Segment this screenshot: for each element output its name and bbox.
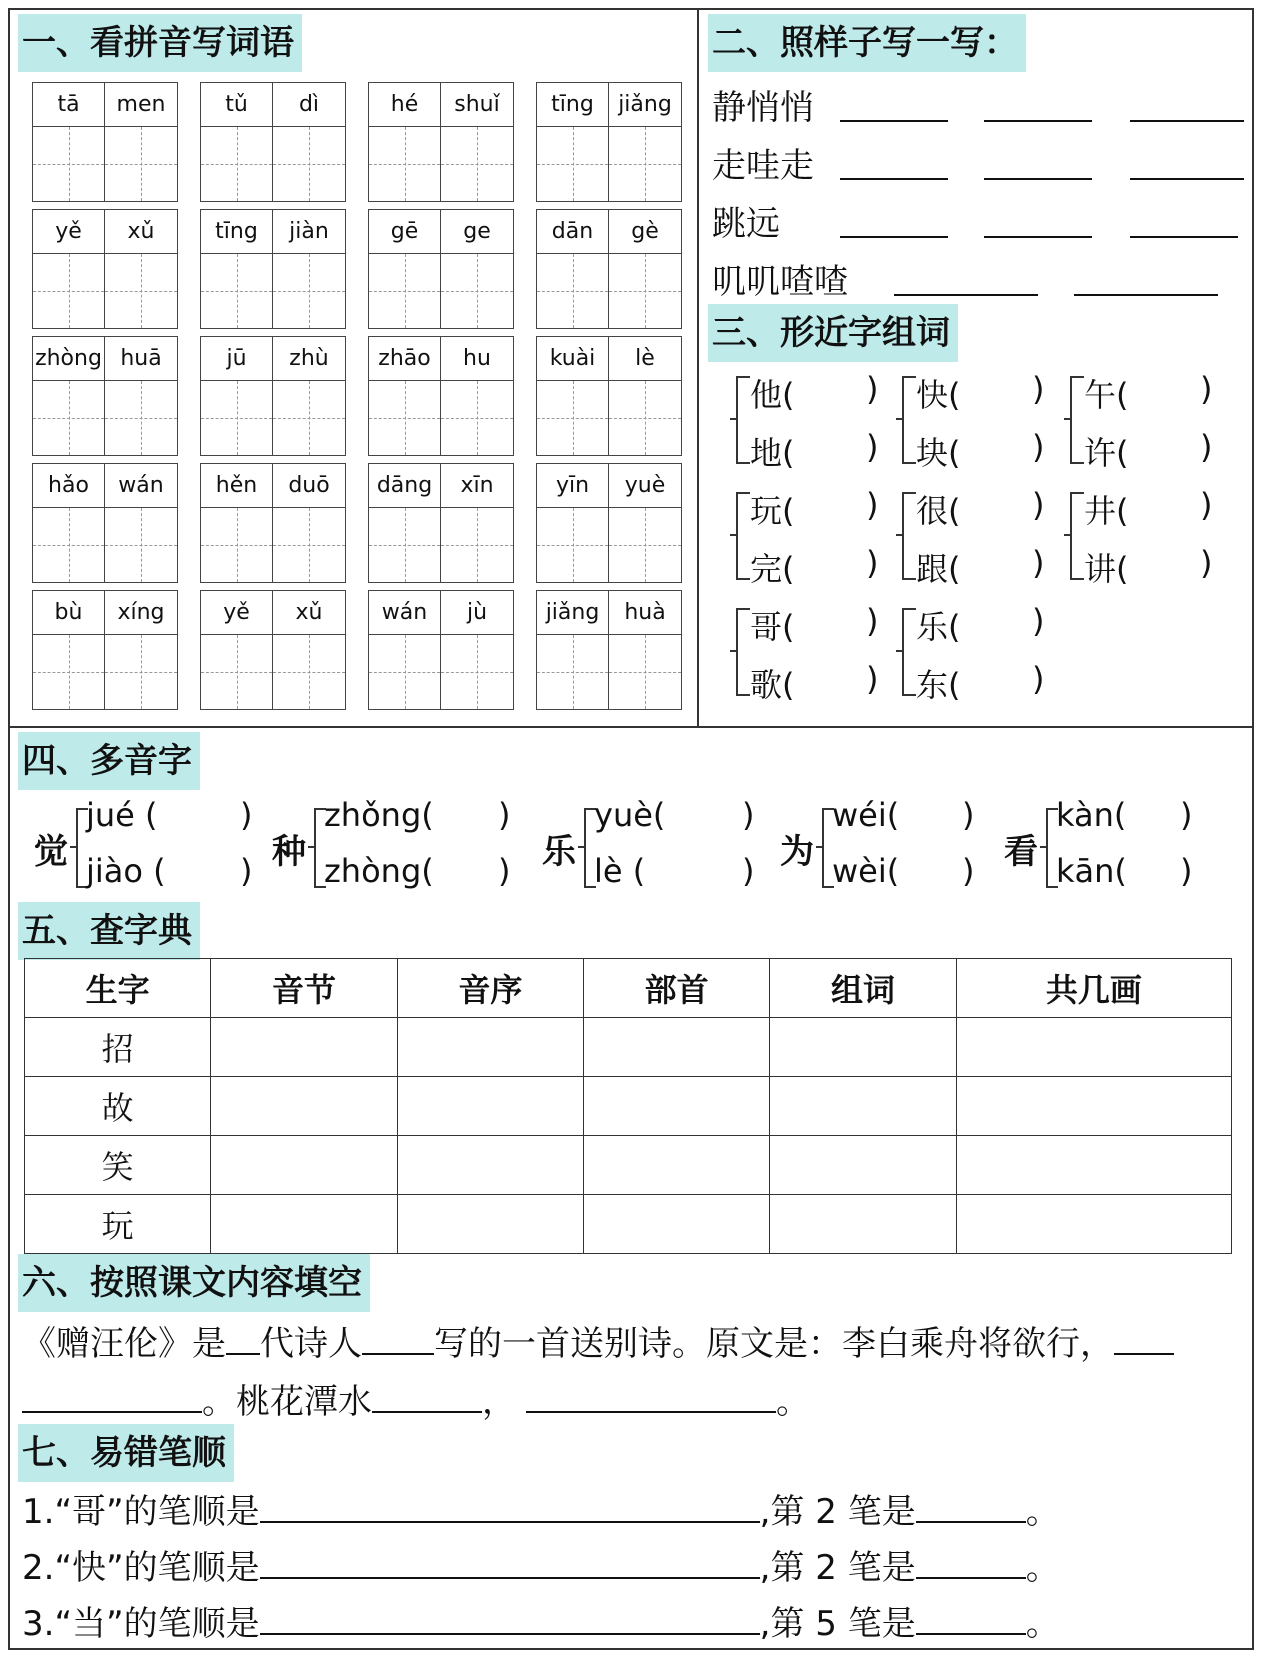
close-paren: ) [1180,796,1193,834]
pinyin-label: duō [273,464,345,508]
answer-cell[interactable] [397,1136,583,1195]
answer-cell[interactable] [211,1195,397,1254]
char-cell: 故 [25,1077,211,1136]
polyphone-char: 乐 [542,832,576,872]
pinyin-label: tǔ [201,83,273,127]
writing-cell[interactable] [609,127,681,201]
char-prompt: 哥( [750,608,795,646]
table-row [25,1077,1232,1136]
answer-cell[interactable] [583,1018,769,1077]
polyphone-char: 觉 [34,832,68,872]
answer-cell[interactable] [956,1136,1231,1195]
answer-cell[interactable] [397,1077,583,1136]
close-paren: ) [866,544,879,582]
blank[interactable] [840,236,948,238]
stroke-order-item: 3.“当”的笔顺是 ,第 5 笔是 。 [22,1604,1060,1644]
blank[interactable] [1074,294,1218,296]
close-paren: ) [1032,428,1045,466]
answer-cell[interactable] [211,1136,397,1195]
writing-cell[interactable] [441,508,513,582]
char-cell: 笑 [25,1136,211,1195]
close-paren: ) [742,852,755,890]
close-paren: ) [866,486,879,524]
pinyin-label: zhāo [369,337,441,381]
writing-cell[interactable] [201,254,273,328]
pinyin-box [536,82,682,202]
polyphone-item [34,796,274,896]
similar-char-pair [736,598,886,710]
pinyin-option: wèi( [832,852,900,890]
blank[interactable] [372,1381,482,1413]
close-paren: ) [240,796,253,834]
poem-line-2: 。桃花潭水 ， 。 [22,1374,810,1423]
pinyin-box [368,209,514,329]
close-paren: ) [1032,544,1045,582]
pinyin-label: yuè [609,464,681,508]
pinyin-label: jù [441,591,513,635]
answer-cell[interactable] [770,1077,956,1136]
answer-cell[interactable] [956,1018,1231,1077]
blank[interactable] [840,120,948,122]
pinyin-label: kuài [537,337,609,381]
pinyin-label: hu [441,337,513,381]
char-prompt: 他( [750,376,795,414]
close-paren: ) [742,796,755,834]
writing-cell[interactable] [201,127,273,201]
brace [736,608,750,696]
blank[interactable] [916,1603,1026,1635]
writing-cell[interactable] [537,635,609,709]
answer-cell[interactable] [583,1136,769,1195]
writing-cell[interactable] [273,635,345,709]
pinyin-option: wéi( [832,796,900,834]
vertical-divider [697,8,699,728]
writing-cell[interactable] [369,254,441,328]
char-prompt: 完( [750,550,795,588]
close-paren: ) [1032,602,1045,640]
pinyin-label: jū [201,337,273,381]
pinyin-label: hěn [201,464,273,508]
writing-cell[interactable] [537,381,609,455]
pinyin-label: hǎo [33,464,105,508]
char-prompt: 乐( [916,608,961,646]
table-header: 生字 [25,959,211,1018]
pinyin-box [32,82,178,202]
polyphone-char: 看 [1004,832,1038,872]
pinyin-option: yuè( [594,796,666,834]
polyphone-char: 种 [272,832,306,872]
writing-cell[interactable] [105,508,177,582]
writing-cell[interactable] [33,635,105,709]
dictionary-table [24,958,1232,1254]
pinyin-box [368,82,514,202]
pinyin-label: xīn [441,464,513,508]
writing-cell[interactable] [201,381,273,455]
writing-cell[interactable] [273,381,345,455]
close-paren: ) [866,428,879,466]
char-prompt: 东( [916,666,961,704]
answer-cell[interactable] [211,1018,397,1077]
blank[interactable] [984,120,1092,122]
brace [736,492,750,580]
blank[interactable] [1130,120,1244,122]
pinyin-label: huā [105,337,177,381]
writing-cell[interactable] [201,635,273,709]
pinyin-label: jiàn [273,210,345,254]
brace [902,492,916,580]
writing-cell[interactable] [609,635,681,709]
blank[interactable] [1130,236,1238,238]
brace [736,376,750,464]
writing-cell[interactable] [609,254,681,328]
close-paren: ) [866,370,879,408]
stroke-order-item: 1.“哥”的笔顺是 ,第 2 笔是 。 [22,1492,1060,1532]
polyphone-item [272,796,512,896]
pinyin-label: dāng [369,464,441,508]
blank[interactable] [260,1547,760,1579]
pinyin-option: jiào ( [86,852,166,890]
pinyin-label: tīng [537,83,609,127]
table-header: 部首 [583,959,769,1018]
polyphone-item [780,796,1020,896]
example-word-4: 叽叽喳喳 [712,262,848,302]
char-prompt: 块( [916,434,961,472]
pinyin-label: men [105,83,177,127]
blank[interactable] [916,1547,1026,1579]
writing-cell[interactable] [33,508,105,582]
blank[interactable] [894,294,1038,296]
pinyin-option: lè ( [594,852,646,890]
answer-cell[interactable] [956,1077,1231,1136]
example-word-1: 静悄悄 [712,88,814,128]
pinyin-label: zhù [273,337,345,381]
char-prompt: 很( [916,492,961,530]
table-header: 音节 [211,959,397,1018]
pinyin-label: xǔ [105,210,177,254]
char-cell: 玩 [25,1195,211,1254]
pinyin-label: zhòng [33,337,105,381]
pinyin-option: jué ( [86,796,158,834]
pinyin-label: yě [33,210,105,254]
polyphone-item [1004,796,1244,896]
similar-char-pair [1070,482,1220,594]
pinyin-label: bù [33,591,105,635]
answer-cell[interactable] [583,1077,769,1136]
writing-cell[interactable] [273,127,345,201]
writing-cell[interactable] [33,381,105,455]
writing-cell[interactable] [369,635,441,709]
example-word-2: 走哇走 [712,146,814,186]
close-paren: ) [866,602,879,640]
pinyin-label: gè [609,210,681,254]
writing-cell[interactable] [369,508,441,582]
char-prompt: 井( [1084,492,1129,530]
writing-cell[interactable] [537,127,609,201]
pinyin-option: zhǒng( [324,796,434,834]
pinyin-label: yě [201,591,273,635]
pinyin-label: tīng [201,210,273,254]
pinyin-box [32,463,178,583]
pinyin-label: jiǎng [609,83,681,127]
example-word-3: 跳远 [712,204,780,244]
pinyin-label: gē [369,210,441,254]
close-paren: ) [1200,486,1213,524]
pinyin-label: wán [105,464,177,508]
pinyin-label: wán [369,591,441,635]
section1-title: 一、看拼音写词语 [18,14,302,72]
blank[interactable] [916,1491,1026,1523]
writing-cell[interactable] [105,127,177,201]
close-paren: ) [1180,852,1193,890]
writing-cell[interactable] [369,381,441,455]
blank[interactable] [840,178,948,180]
writing-cell[interactable] [609,381,681,455]
writing-cell[interactable] [441,254,513,328]
section7-title: 七、易错笔顺 [18,1424,234,1482]
writing-cell[interactable] [33,254,105,328]
similar-char-pair [1070,366,1220,478]
pinyin-box [536,336,682,456]
pinyin-label: ge [441,210,513,254]
writing-cell[interactable] [537,508,609,582]
pinyin-box [32,336,178,456]
pinyin-box [536,590,682,710]
similar-char-pair [736,482,886,594]
brace [902,608,916,696]
pinyin-label: tā [33,83,105,127]
char-prompt: 午( [1084,376,1129,414]
similar-char-pair [902,482,1052,594]
table-header: 共几画 [956,959,1231,1018]
blank[interactable] [1130,178,1244,180]
polyphone-item [542,796,782,896]
section5-title: 五、查字典 [18,902,200,960]
pinyin-box [32,590,178,710]
writing-cell[interactable] [441,127,513,201]
pinyin-box [368,463,514,583]
pinyin-box [200,336,346,456]
answer-cell[interactable] [211,1077,397,1136]
pinyin-label: dì [273,83,345,127]
answer-cell[interactable] [956,1195,1231,1254]
writing-cell[interactable] [105,635,177,709]
pinyin-box [200,463,346,583]
writing-cell[interactable] [273,254,345,328]
close-paren: ) [240,852,253,890]
pinyin-label: xǔ [273,591,345,635]
close-paren: ) [1200,428,1213,466]
answer-cell[interactable] [770,1195,956,1254]
section6-title: 六、按照课文内容填空 [18,1254,370,1312]
close-paren: ) [866,660,879,698]
pinyin-label: xíng [105,591,177,635]
close-paren: ) [962,796,975,834]
writing-cell[interactable] [369,127,441,201]
section3-title: 三、形近字组词 [708,304,958,362]
writing-cell[interactable] [105,254,177,328]
blank[interactable] [362,1323,434,1355]
char-prompt: 许( [1084,434,1129,472]
brace [902,376,916,464]
char-prompt: 跟( [916,550,961,588]
stroke-order-item: 2.“快”的笔顺是 ,第 2 笔是 。 [22,1548,1060,1588]
horizontal-divider [8,726,1254,728]
writing-cell[interactable] [441,635,513,709]
poem-line-1: 《赠汪伦》是 代诗人 写的一首送别诗。原文是：李白乘舟将欲行， [22,1316,1174,1365]
blank[interactable] [260,1491,760,1523]
char-prompt: 快( [916,376,961,414]
writing-cell[interactable] [33,127,105,201]
section4-title: 四、多音字 [18,732,200,790]
section2-title: 二、照样子写一写： [708,14,1026,72]
char-prompt: 歌( [750,666,795,704]
table-header: 组词 [770,959,956,1018]
pinyin-box [200,209,346,329]
answer-cell[interactable] [397,1018,583,1077]
close-paren: ) [1032,486,1045,524]
blank[interactable] [1114,1323,1174,1355]
blank[interactable] [226,1323,260,1355]
similar-char-pair [902,598,1052,710]
pinyin-label: hé [369,83,441,127]
answer-cell[interactable] [397,1195,583,1254]
pinyin-label: lè [609,337,681,381]
pinyin-option: kān( [1056,852,1127,890]
answer-cell[interactable] [583,1195,769,1254]
similar-char-pair [902,366,1052,478]
blank[interactable] [22,1381,202,1413]
pinyin-label: yīn [537,464,609,508]
writing-cell[interactable] [105,381,177,455]
brace [1070,492,1084,580]
pinyin-label: shuǐ [441,83,513,127]
close-paren: ) [1032,660,1045,698]
pinyin-option: kàn( [1056,796,1127,834]
similar-char-pair [736,366,886,478]
close-paren: ) [1200,370,1213,408]
writing-cell[interactable] [537,254,609,328]
writing-cell[interactable] [441,381,513,455]
pinyin-option: zhòng( [324,852,434,890]
pinyin-box [536,209,682,329]
char-cell: 招 [25,1018,211,1077]
close-paren: ) [1200,544,1213,582]
pinyin-box [536,463,682,583]
answer-cell[interactable] [770,1136,956,1195]
answer-cell[interactable] [770,1018,956,1077]
writing-cell[interactable] [273,508,345,582]
close-paren: ) [498,852,511,890]
table-header: 音序 [397,959,583,1018]
writing-cell[interactable] [609,508,681,582]
pinyin-box [200,82,346,202]
close-paren: ) [962,852,975,890]
table-row [25,1195,1232,1254]
char-prompt: 玩( [750,492,795,530]
pinyin-box [368,590,514,710]
pinyin-label: huà [609,591,681,635]
close-paren: ) [498,796,511,834]
pinyin-label: jiǎng [537,591,609,635]
pinyin-box [32,209,178,329]
table-row [25,1136,1232,1195]
table-row [25,1018,1232,1077]
blank[interactable] [526,1381,776,1413]
close-paren: ) [1032,370,1045,408]
char-prompt: 讲( [1084,550,1129,588]
pinyin-label: dān [537,210,609,254]
blank[interactable] [984,236,1092,238]
blank[interactable] [984,178,1092,180]
blank[interactable] [260,1603,760,1635]
brace [1070,376,1084,464]
writing-cell[interactable] [201,508,273,582]
char-prompt: 地( [750,434,795,472]
polyphone-char: 为 [780,832,814,872]
pinyin-box [200,590,346,710]
pinyin-box [368,336,514,456]
